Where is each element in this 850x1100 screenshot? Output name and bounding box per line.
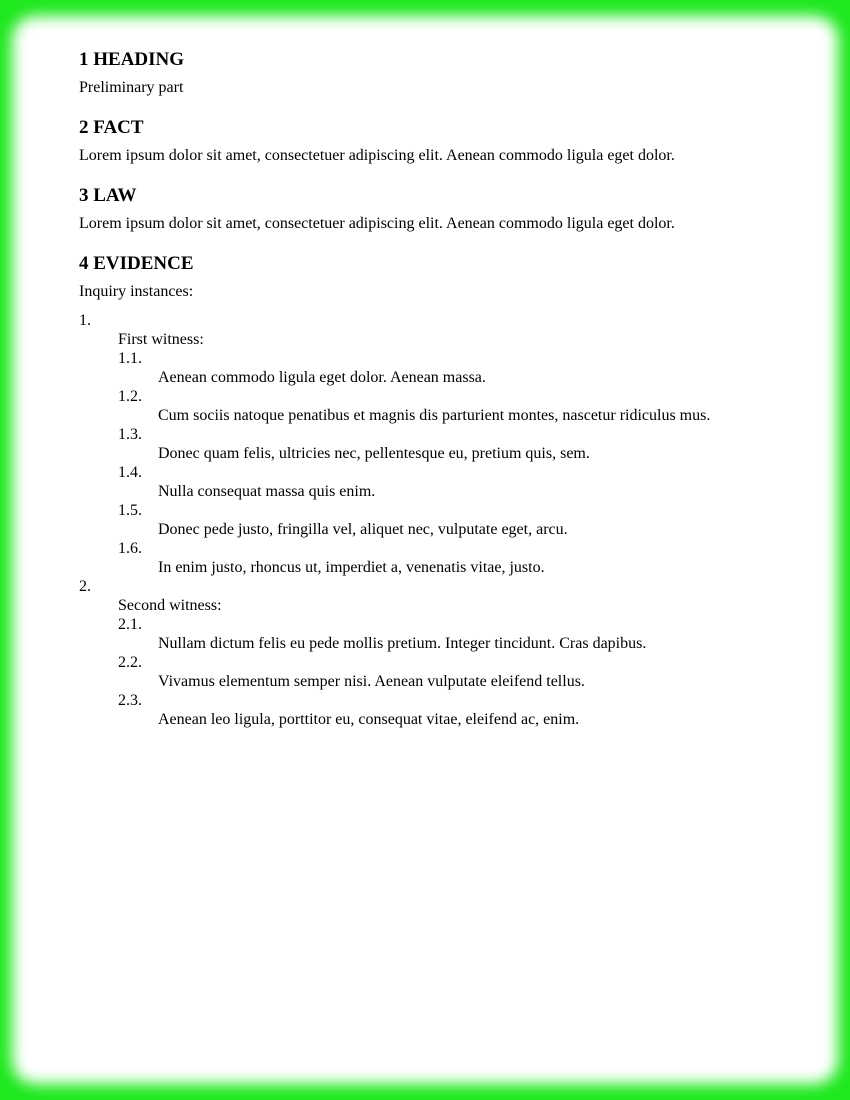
section-body-heading: Preliminary part: [79, 79, 184, 96]
sub-list-item-number: 1.6.: [118, 540, 142, 557]
sub-list-item-number: 2.1.: [118, 616, 142, 633]
sub-list-item: [118, 653, 799, 691]
section-heading-block: [79, 49, 799, 97]
sub-list-item: [118, 463, 799, 501]
sub-list-item: [118, 539, 799, 577]
sub-list-item: [118, 615, 799, 653]
section-body-fact: Lorem ipsum dolor sit amet, consectetuer adipiscing elit. Aenean commodo ligula eget dolor.: [79, 147, 675, 164]
list-item-number: 1.: [79, 312, 91, 329]
list-item-number: 2.: [79, 578, 91, 595]
sub-list-item: [118, 349, 799, 387]
section-title-fact: 2 FACT: [79, 117, 144, 138]
section-title-law: 3 LAW: [79, 185, 137, 206]
sub-list-item-number: 2.3.: [118, 692, 142, 709]
sub-list-item-text: Donec quam felis, ultricies nec, pellentesque eu, pretium quis, sem.: [158, 445, 590, 462]
section-title-heading: 1 HEADING: [79, 49, 185, 70]
sub-list-item-text: Donec pede justo, fringilla vel, aliquet nec, vulputate eget, arcu.: [158, 521, 568, 538]
sub-list-item-number: 1.4.: [118, 464, 142, 481]
sub-list-item-number: 1.2.: [118, 388, 142, 405]
sub-list-item-number: 1.5.: [118, 502, 142, 519]
list-item-label: Second witness:: [118, 597, 222, 614]
sub-list-item: [118, 425, 799, 463]
sub-list-item: [118, 387, 799, 425]
sub-list-item-text: Vivamus elementum semper nisi. Aenean vulputate eleifend tellus.: [158, 673, 585, 690]
sub-list-item-text: Nullam dictum felis eu pede mollis pretium. Integer tincidunt. Cras dapibus.: [158, 635, 647, 652]
section-fact-block: [79, 117, 799, 165]
section-evidence-block: [79, 253, 799, 729]
list-item: [79, 577, 799, 729]
sub-list: [79, 349, 799, 577]
document-content: [79, 49, 799, 749]
section-body-evidence: Inquiry instances:: [79, 283, 194, 300]
sub-list-item-text: Aenean leo ligula, porttitor eu, consequat vitae, eleifend ac, enim.: [158, 711, 580, 728]
list-item-label: First witness:: [118, 331, 204, 348]
section-body-law: Lorem ipsum dolor sit amet, consectetuer adipiscing elit. Aenean commodo ligula eget dolor.: [79, 215, 675, 232]
sub-list-item-text: Nulla consequat massa quis enim.: [158, 483, 376, 500]
sub-list-item-number: 2.2.: [118, 654, 142, 671]
sub-list-item-text: In enim justo, rhoncus ut, imperdiet a, venenatis vitae, justo.: [158, 559, 545, 576]
sub-list-item: [118, 501, 799, 539]
sub-list-item-text: Cum sociis natoque penatibus et magnis dis parturient montes, nascetur ridiculus mus.: [158, 407, 711, 424]
evidence-list: [79, 311, 799, 729]
sub-list-item-number: 1.3.: [118, 426, 142, 443]
sub-list: [79, 615, 799, 729]
section-title-evidence: 4 EVIDENCE: [79, 253, 194, 274]
list-item: [79, 311, 799, 577]
section-law-block: [79, 185, 799, 233]
sub-list-item-text: Aenean commodo ligula eget dolor. Aenean massa.: [158, 369, 486, 386]
sub-list-item: [118, 691, 799, 729]
sub-list-item-number: 1.1.: [118, 350, 142, 367]
